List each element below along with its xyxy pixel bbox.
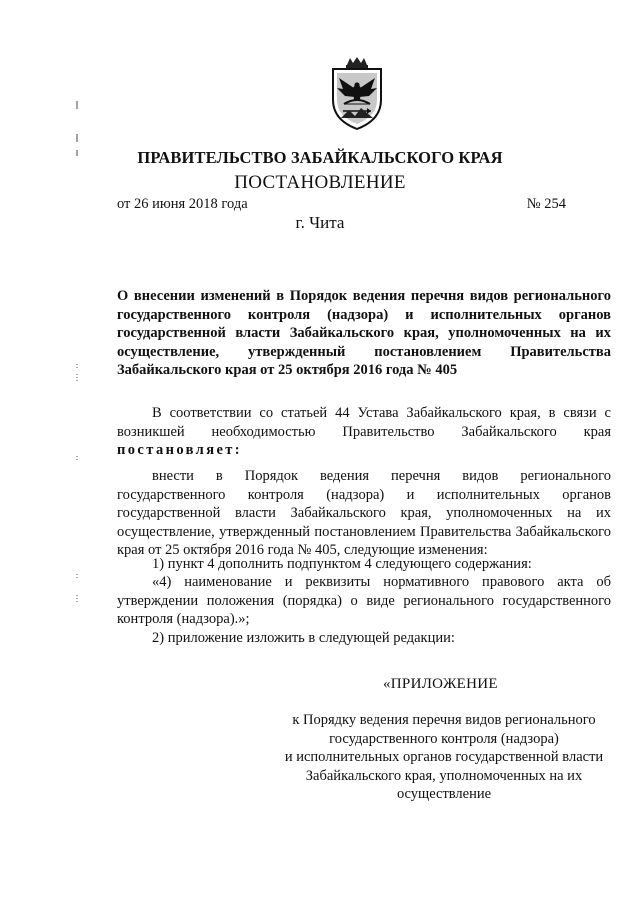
appendix-line: к Порядку ведения перечня видов регионального — [292, 712, 596, 728]
coat-of-arms-emblem — [329, 56, 385, 132]
document-subject-title: О внесении изменений в Порядок ведения перечня видов регионального государственного контроля (надзора) и исполнительных органов государственной власти Забайкальского края, уполномоченных на их осуществление, утвержденный постановлением Правительства Забайкальского края от 25 октября 2016 года № 405 — [117, 288, 611, 378]
appendix-line: и исполнительных органов государственной власти — [284, 749, 604, 765]
document-number: № 254 — [526, 196, 566, 212]
document-type-heading: ПОСТАНОВЛЕНИЕ — [234, 172, 406, 193]
preamble-paragraph — [117, 404, 611, 460]
document-date: от 26 июня 2018 года — [117, 196, 248, 212]
resolves-word: постановляет: — [117, 442, 243, 458]
amendment-item-2: 2) приложение изложить в следующей редакции: — [152, 630, 455, 646]
decision-paragraph: внести в Порядок ведения перечня видов регионального государственного контроля (надзора) и исполнительных органов государственной власти Забайкальского края, уполномоченных на их осуществление, утвержденный постановлением Правительства Забайкальского края от 25 октября 2016 года № 405, следующие изменения: — [117, 468, 611, 558]
appendix-subtitle — [264, 711, 624, 804]
scan-margin-marks — [72, 0, 82, 905]
document-city: г. Чита — [295, 213, 345, 232]
government-name-heading: ПРАВИТЕЛЬСТВО ЗАБАЙКАЛЬСКОГО КРАЯ — [137, 148, 503, 167]
appendix-line: государственного контроля (надзора) — [329, 730, 559, 747]
appendix-line: Забайкальского края, уполномоченных на их — [305, 767, 583, 784]
appendix-line: осуществление — [396, 786, 492, 802]
preamble-text: В соответствии со статьей 44 Устава Забайкальского края, в связи с возникшей необходимостью Правительство Забайкальского края — [117, 405, 611, 440]
amendment-item-1-text: «4) наименование и реквизиты нормативного правового акта об утверждении положения (порядка) о виде регионального государственного контроля (надзора).»; — [117, 574, 611, 627]
amendment-item-1: 1) пункт 4 дополнить подпунктом 4 следующего содержания: — [152, 556, 532, 572]
appendix-title: «ПРИЛОЖЕНИЕ — [383, 676, 498, 692]
